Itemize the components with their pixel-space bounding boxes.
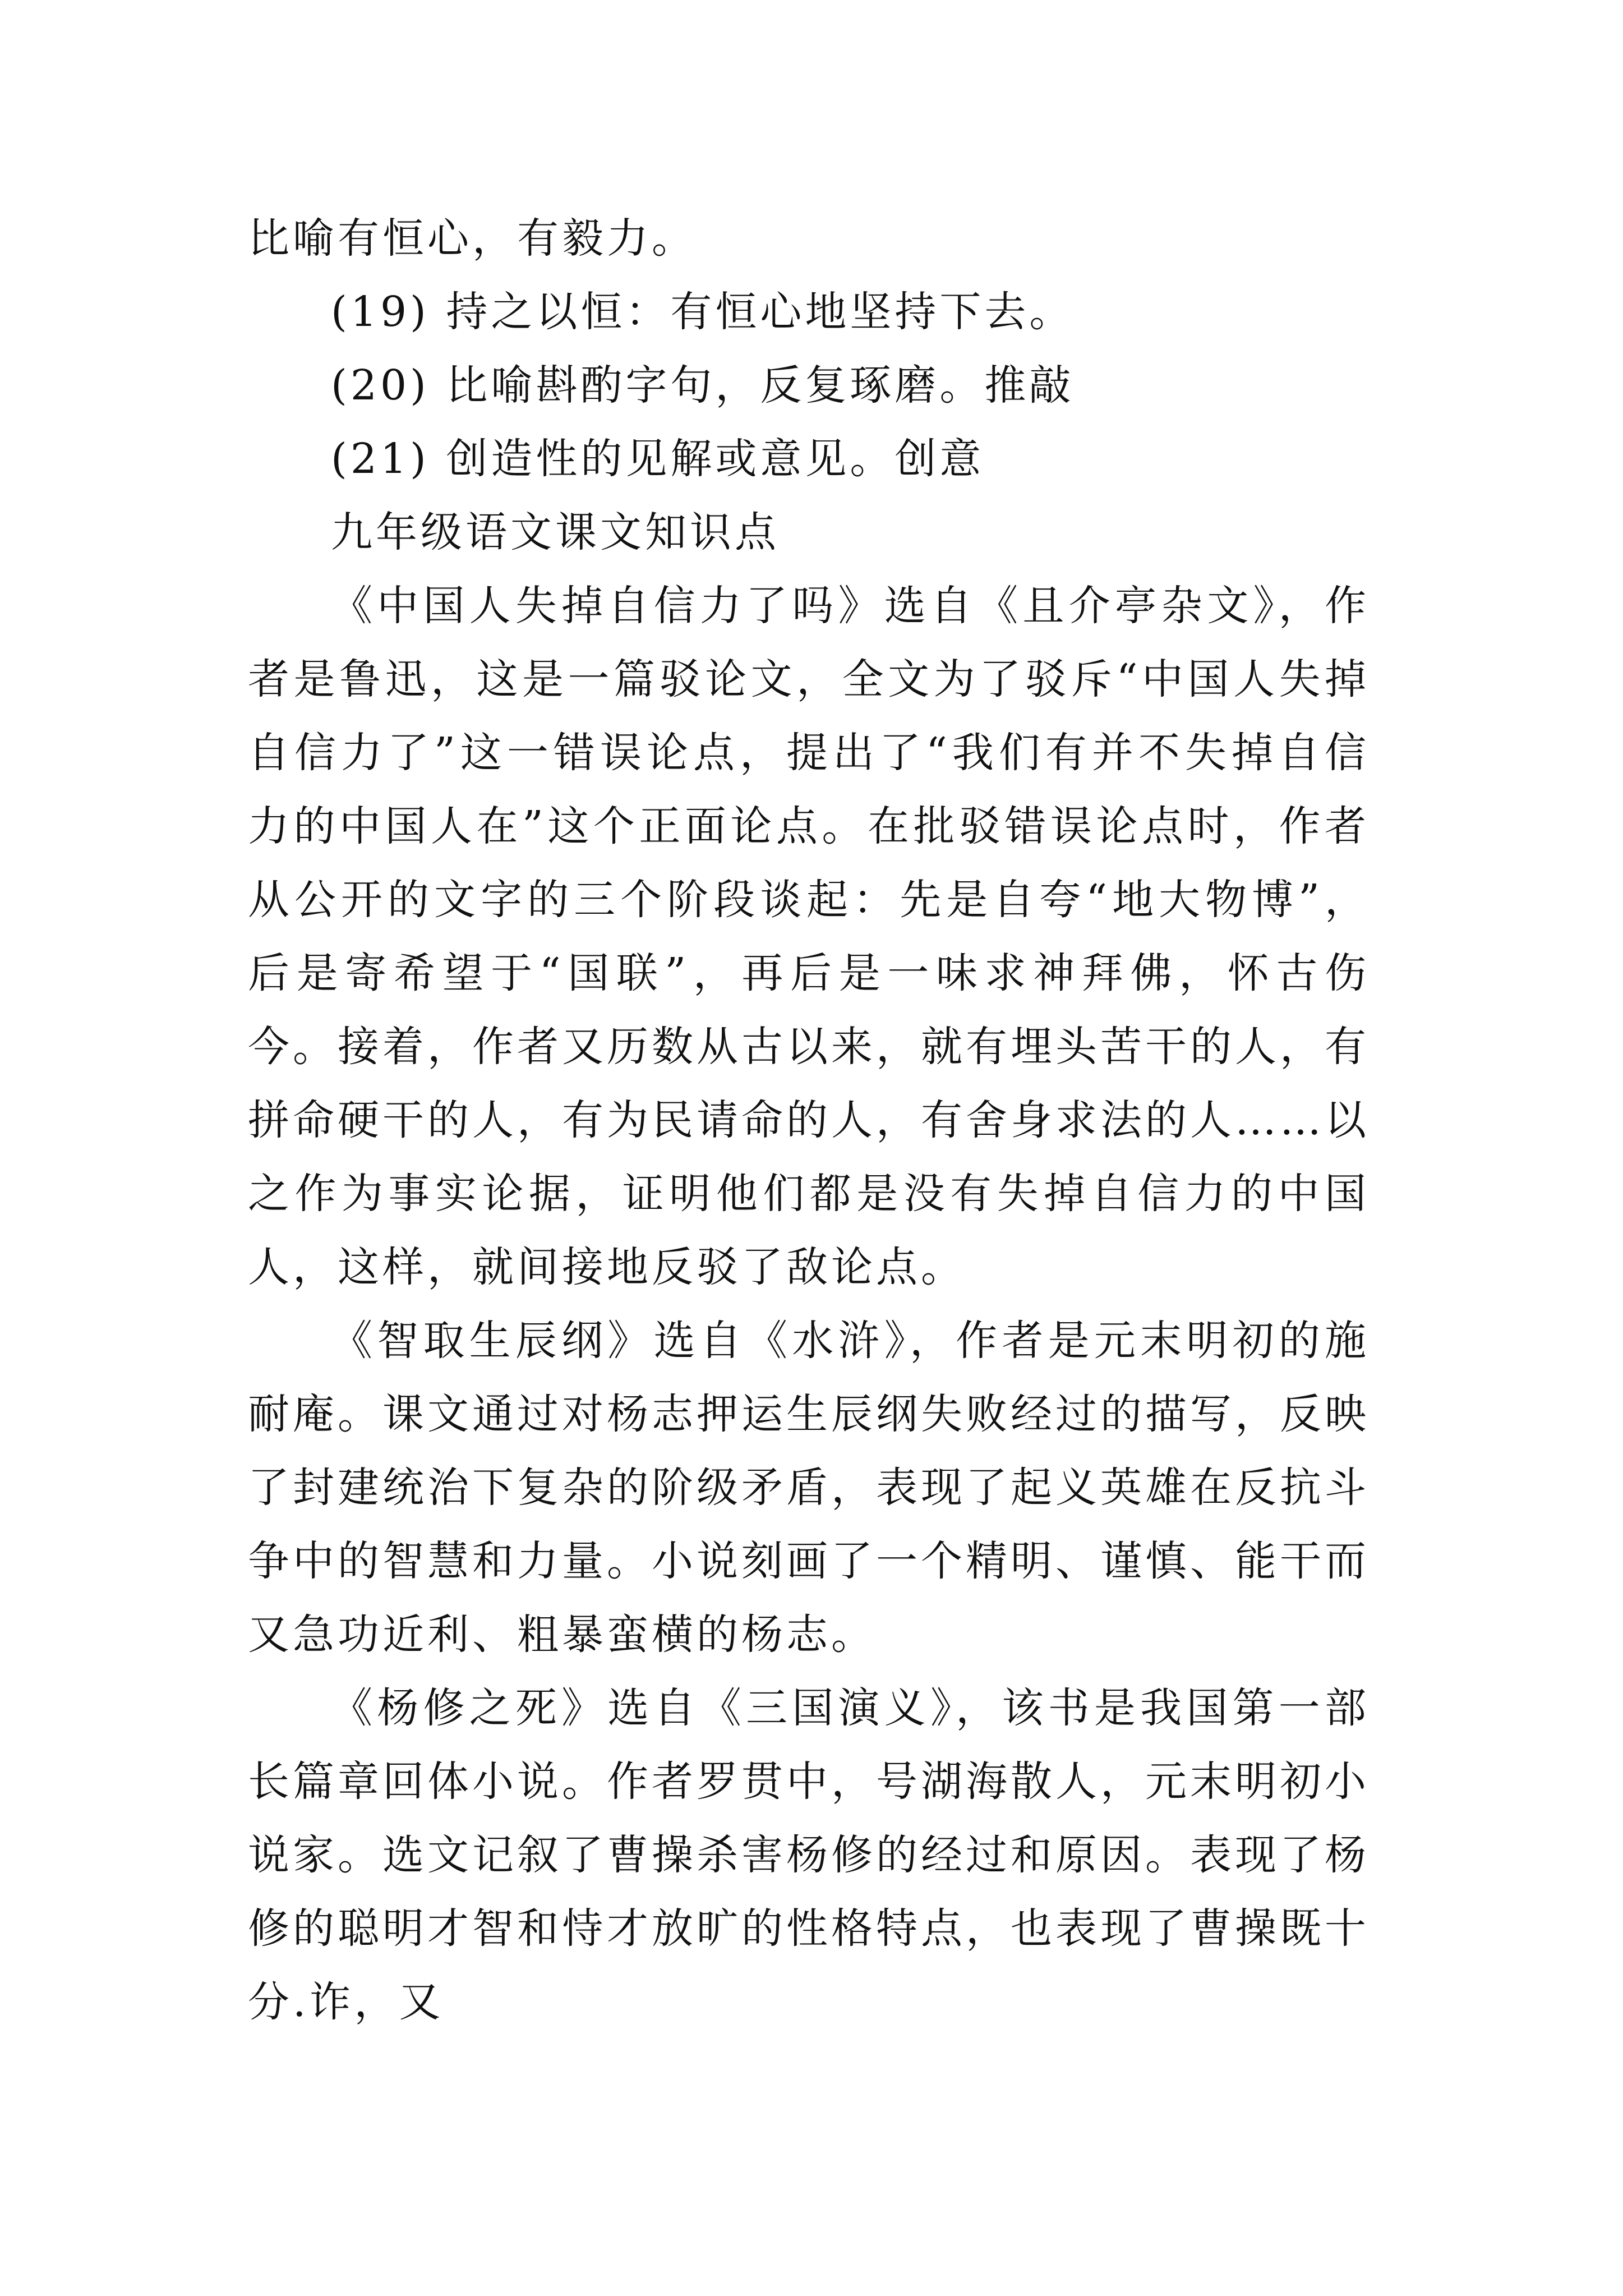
section-heading: 九年级语文课文知识点 [331,508,780,556]
document-body [248,202,1370,2039]
paragraph-shuihu: 《智取生辰纲》选自《水浒》，作者是元末明初的施耐庵。课文通过对杨志押运生辰纲失败经过的描写，反映了封建统治下复杂的阶级矛盾，表现了起义英雄在反抗斗争中的智慧和力量。小说刻画了一个精明、谨慎、能干而又急功近利、粗暴蛮横的杨志。 [248,1317,1370,1659]
paragraph-sanguo: 《杨修之死》选自《三国演义》，该书是我国第一部长篇章回体小说。作者罗贯中，号湖海散人，元末明初小说家。选文记叙了曹操杀害杨修的经过和原因。表现了杨修的聪明才智和恃才放旷的性格特点，也表现了曹操既十分.诈，又 [248,1684,1370,2026]
definition-item-19: (19) 持之以恒：有恒心地坚持下去。 [331,288,1075,336]
paragraph-continuation: 比喻有恒心，有毅力。 [248,214,697,263]
definition-item-20: (20) 比喻斟酌字句，反复琢磨。推敲 [331,361,1075,409]
paragraph-lu-xun: 《中国人失掉自信力了吗》选自《且介亭杂文》，作者是鲁迅，这是一篇驳论文，全文为了驳斥“中国人失掉自信力了”这一错误论点，提出了“我们有并不失掉自信力的中国人在”这个正面论点。在批驳错误论点时，作者从公开的文字的三个阶段谈起：先是自夸“地大物博”，后是寄希望于“国联”，再后是一味求神拜佛，怀古伤今。接着，作者又历数从古以来，就有埋头苦干的人，有拼命硬干的人，有为民请命的人，有舍身求法的人……以之作为事实论据，证明他们都是没有失掉自信力的中国人，这样，就间接地反驳了敌论点。 [248,582,1370,1291]
definition-item-21: (21) 创造性的见解或意见。创意 [331,435,985,483]
